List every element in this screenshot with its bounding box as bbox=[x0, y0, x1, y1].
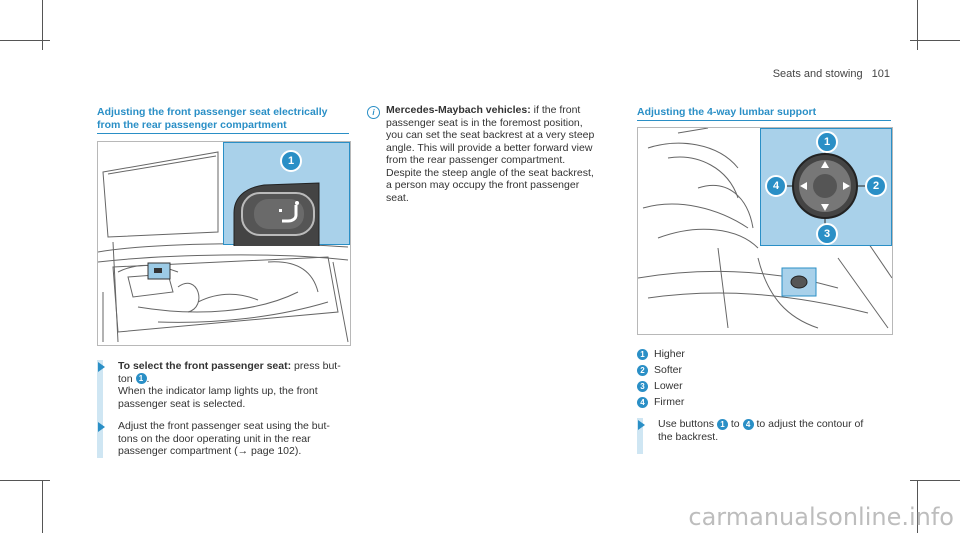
step-bold-label: To select the front passenger seat: bbox=[118, 360, 292, 372]
step-arrow-icon bbox=[638, 420, 645, 430]
step-bar bbox=[97, 360, 103, 458]
callout-4: 4 bbox=[765, 175, 787, 197]
step-text: to adjust the contour of bbox=[753, 418, 864, 430]
right-title-rule bbox=[637, 120, 891, 121]
inline-callout-1: 1 bbox=[717, 419, 728, 430]
step-arrow-icon bbox=[98, 362, 105, 372]
legend-label: Higher bbox=[654, 348, 685, 360]
note-text: from the rear passenger compartment. bbox=[386, 154, 566, 166]
legend-label: Softer bbox=[654, 364, 683, 376]
note-text: Despite the steep angle of the seat backrest, bbox=[386, 166, 594, 179]
section-title: Seats and stowing bbox=[772, 68, 863, 80]
note-text: angle. This will provide a better forward view bbox=[386, 141, 593, 154]
callout-1: 1 bbox=[816, 131, 838, 153]
step-text: the backrest. bbox=[658, 430, 719, 443]
legend-label: Lower bbox=[654, 380, 683, 392]
legend-number: 3 bbox=[637, 381, 648, 392]
step-text: passenger compartment (→ page 102). bbox=[118, 445, 302, 457]
maybach-note bbox=[386, 104, 626, 204]
left-title-rule bbox=[97, 133, 349, 134]
left-title-line2: from the rear passenger compartment bbox=[97, 119, 287, 131]
lumbar-zoom-inset bbox=[760, 128, 892, 246]
legend-number: 2 bbox=[637, 365, 648, 376]
left-section-title bbox=[97, 106, 357, 132]
callout-3: 3 bbox=[816, 223, 838, 245]
note-text: you can set the seat backrest at a very steep bbox=[386, 129, 595, 141]
legend-item bbox=[637, 396, 684, 408]
note-text: a person may occupy the front passenger bbox=[386, 179, 580, 191]
step-text: ton bbox=[118, 372, 136, 385]
watermark: carmanualsonline.info bbox=[688, 503, 954, 531]
button-zoom-inset bbox=[223, 142, 350, 245]
step-adjust-seat bbox=[118, 420, 358, 458]
step-text: to bbox=[727, 418, 743, 430]
callout-1: 1 bbox=[280, 150, 302, 172]
crop-mark bbox=[42, 0, 43, 50]
step-use-buttons bbox=[658, 418, 898, 443]
note-bold-label: Mercedes-Maybach vehicles: bbox=[386, 104, 531, 116]
note-text: seat. bbox=[386, 191, 409, 204]
left-title-line1: Adjusting the front passenger seat electrically bbox=[97, 106, 328, 118]
legend-item bbox=[637, 348, 685, 360]
legend-label: Firmer bbox=[654, 396, 685, 408]
step-text: Adjust the front passenger seat using the but- bbox=[118, 420, 330, 432]
right-section-title: Adjusting the 4-way lumbar support bbox=[637, 106, 817, 118]
crop-mark bbox=[42, 480, 43, 533]
legend-number: 4 bbox=[637, 397, 648, 408]
note-text: passenger seat is in the foremost position, bbox=[386, 116, 583, 129]
step-text: . bbox=[146, 372, 150, 385]
door-panel-figure bbox=[97, 141, 351, 346]
step-text: tons on the door operating unit in the rear bbox=[118, 432, 311, 445]
step-text: passenger seat is selected. bbox=[118, 397, 246, 410]
step-text: Use buttons bbox=[658, 418, 717, 430]
step-text: press but- bbox=[291, 360, 341, 372]
step-text: When the indicator lamp lights up, the front bbox=[118, 385, 318, 397]
lumbar-figure bbox=[637, 127, 893, 335]
inline-callout-4: 4 bbox=[743, 419, 754, 430]
legend-number: 1 bbox=[637, 349, 648, 360]
legend-item bbox=[637, 380, 683, 392]
page-header bbox=[773, 68, 890, 80]
legend-item bbox=[637, 364, 682, 376]
info-icon: i bbox=[367, 106, 380, 119]
inline-callout-1: 1 bbox=[136, 373, 147, 384]
callout-2: 2 bbox=[865, 175, 887, 197]
crop-mark bbox=[917, 0, 918, 50]
page-number: 101 bbox=[871, 68, 890, 80]
step-arrow-icon bbox=[98, 422, 105, 432]
note-text: if the front bbox=[530, 104, 581, 116]
step-select-seat bbox=[118, 360, 358, 410]
